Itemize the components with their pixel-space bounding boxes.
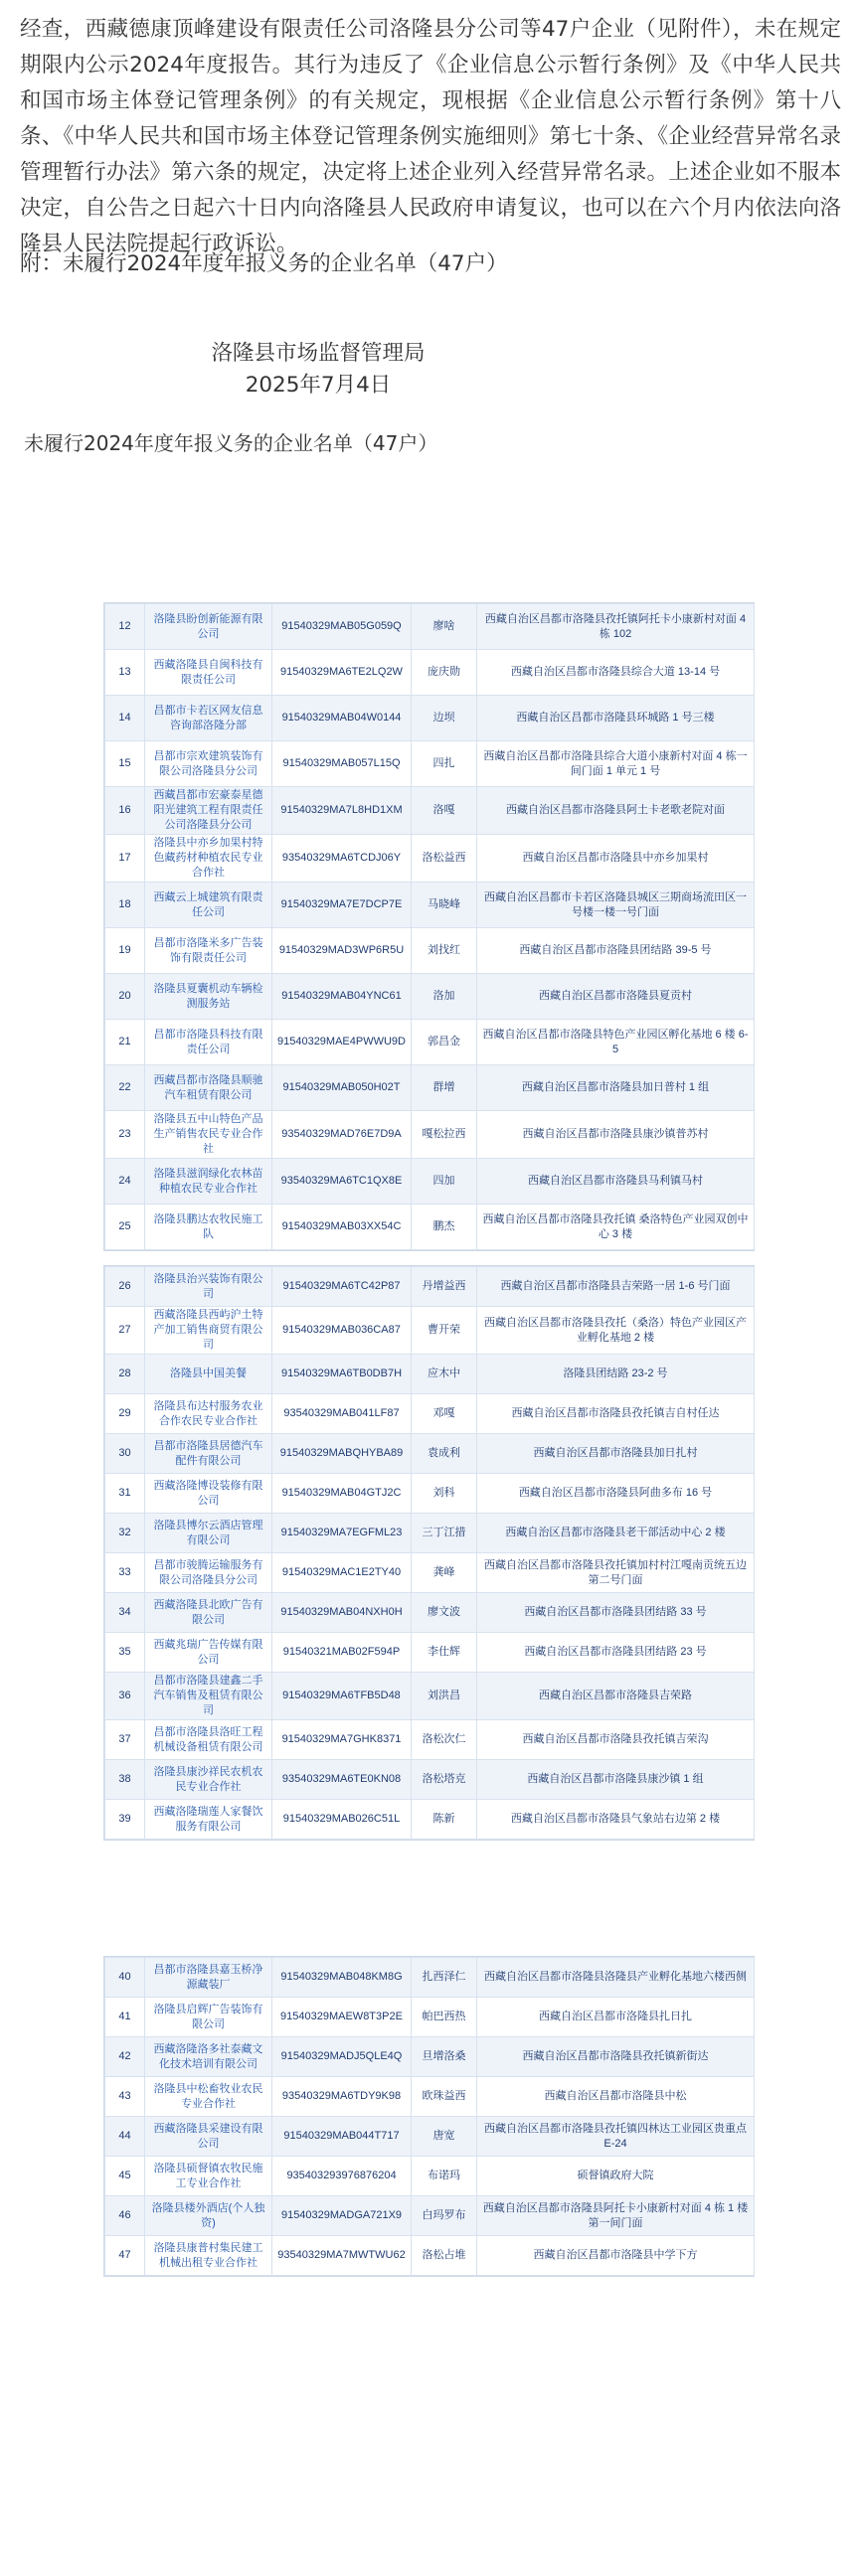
- table-row: [105, 2157, 755, 2196]
- legal-representative: 洛加: [412, 974, 477, 1020]
- credit-code: 91540329MA6TB0DB7H: [272, 1355, 412, 1394]
- company-address: 西藏自治区昌都市洛隆县加日普村 1 组: [477, 1065, 755, 1111]
- credit-code: 91540329MA7L8HD1XM: [272, 787, 412, 835]
- company-address: 西藏自治区昌都市洛隆县阿托卡小康新村对面 4 栋 1 楼第一间门面: [477, 2196, 755, 2236]
- issuer-name: 洛隆县市场监督管理局: [211, 341, 426, 366]
- credit-code: 91540329MA6TFB5D48: [272, 1673, 412, 1720]
- company-address: 西藏自治区昌都市卡若区洛隆县城区三期商场流田区一号楼一楼一号门面: [477, 883, 755, 928]
- row-number: 21: [105, 1020, 145, 1065]
- company-address: 西藏自治区昌都市洛隆县夏贡村: [477, 974, 755, 1020]
- legal-representative: 陈新: [412, 1800, 477, 1840]
- table-row: [105, 1720, 755, 1760]
- company-name: 昌都市洛隆米多广告装饰有限责任公司: [145, 928, 272, 974]
- company-name: 昌都市卡若区网友信息咨询部洛隆分部: [145, 696, 272, 741]
- credit-code: 91540329MAB05G059Q: [272, 604, 412, 650]
- company-address: 西藏自治区昌都市洛隆县孜托镇新街达: [477, 2037, 755, 2077]
- row-number: 18: [105, 883, 145, 928]
- company-name: 西藏洛隆博设装修有限公司: [145, 1474, 272, 1514]
- company-name: 洛隆县硕督镇农牧民施工专业合作社: [145, 2157, 272, 2196]
- company-address: 硕督镇政府大院: [477, 2157, 755, 2196]
- table-row: [105, 604, 755, 650]
- row-number: 40: [105, 1958, 145, 1998]
- credit-code: 93540329MA6TCDJ06Y: [272, 835, 412, 883]
- table-row: [105, 1673, 755, 1720]
- table-row: [105, 2236, 755, 2276]
- issue-date: 2025年7月4日: [245, 373, 392, 398]
- row-number: 27: [105, 1307, 145, 1355]
- legal-representative: 马晓峰: [412, 883, 477, 928]
- table-row: [105, 1514, 755, 1553]
- table-row: [105, 1760, 755, 1800]
- company-table-block: [103, 1956, 755, 2277]
- table-row: [105, 974, 755, 1020]
- table-row: [105, 1800, 755, 1840]
- legal-representative: 刘找红: [412, 928, 477, 974]
- credit-code: 91540329MAB044T717: [272, 2117, 412, 2157]
- credit-code: 91540329MAB03XX54C: [272, 1205, 412, 1250]
- row-number: 31: [105, 1474, 145, 1514]
- company-name: 西藏洛隆县西屿沪土特产加工销售商贸有限公司: [145, 1307, 272, 1355]
- credit-code: 91540329MA6TE2LQ2W: [272, 650, 412, 696]
- row-number: 41: [105, 1998, 145, 2037]
- row-number: 29: [105, 1394, 145, 1434]
- row-number: 28: [105, 1355, 145, 1394]
- credit-code: 93540329MA6TC1QX8E: [272, 1159, 412, 1205]
- row-number: 16: [105, 787, 145, 835]
- company-address: 西藏自治区昌都市洛隆县康沙镇普苏村: [477, 1111, 755, 1159]
- legal-representative: 欧珠益西: [412, 2077, 477, 2117]
- row-number: 44: [105, 2117, 145, 2157]
- row-number: 46: [105, 2196, 145, 2236]
- legal-representative: 洛松塔克: [412, 1760, 477, 1800]
- company-name: 洛隆县鹏达农牧民施工队: [145, 1205, 272, 1250]
- row-number: 19: [105, 928, 145, 974]
- legal-representative: 廖文波: [412, 1593, 477, 1633]
- company-name: 西藏洛隆县北欧广告有限公司: [145, 1593, 272, 1633]
- table-row: [105, 883, 755, 928]
- table-row: [105, 1434, 755, 1474]
- company-address: 西藏自治区昌都市洛隆县环城路 1 号三楼: [477, 696, 755, 741]
- table-row: [105, 1159, 755, 1205]
- company-address: 西藏自治区昌都市洛隆县孜托镇 桑洛特色产业园双创中心 3 楼: [477, 1205, 755, 1250]
- row-number: 24: [105, 1159, 145, 1205]
- company-name: 昌都市洛隆县居德汽车配件有限公司: [145, 1434, 272, 1474]
- row-number: 37: [105, 1720, 145, 1760]
- row-number: 47: [105, 2236, 145, 2276]
- credit-code: 91540329MAB026C51L: [272, 1800, 412, 1840]
- table-row: [105, 1355, 755, 1394]
- company-name: 昌都市洛隆县建鑫二手汽车销售及租赁有限公司: [145, 1673, 272, 1720]
- company-address: 西藏自治区昌都市洛隆县特色产业园区孵化基地 6 楼 6-5: [477, 1020, 755, 1065]
- company-name: 西藏洛隆洛多社泰藏文化技术培训有限公司: [145, 2037, 272, 2077]
- legal-representative: 庞庆勋: [412, 650, 477, 696]
- company-name: 西藏洛隆县采建设有限公司: [145, 2117, 272, 2157]
- row-number: 26: [105, 1267, 145, 1307]
- row-number: 14: [105, 696, 145, 741]
- table-row: [105, 835, 755, 883]
- company-address: 西藏自治区昌都市洛隆县老干部活动中心 2 楼: [477, 1514, 755, 1553]
- table-row: [105, 696, 755, 741]
- company-address: 西藏自治区昌都市洛隆县马利镇马村: [477, 1159, 755, 1205]
- attachment-note: 附：未履行2024年度年报义务的企业名单（47户）: [20, 251, 508, 276]
- list-title: 未履行2024年度年报义务的企业名单（47户）: [24, 431, 438, 455]
- row-number: 38: [105, 1760, 145, 1800]
- company-name: 洛隆县康普村集民建工机械出租专业合作社: [145, 2236, 272, 2276]
- company-address: 西藏自治区昌都市洛隆县团结路 23 号: [477, 1633, 755, 1673]
- company-name: 西藏洛隆县自闽科技有限责任公司: [145, 650, 272, 696]
- legal-representative: 布诺玛: [412, 2157, 477, 2196]
- credit-code: 93540329MAD76E7D9A: [272, 1111, 412, 1159]
- company-address: 西藏自治区昌都市洛隆县团结路 33 号: [477, 1593, 755, 1633]
- credit-code: 91540329MA7E7DCP7E: [272, 883, 412, 928]
- credit-code: 91540329MADGA721X9: [272, 2196, 412, 2236]
- legal-representative: 白玛罗布: [412, 2196, 477, 2236]
- company-name: 洛隆县中国美餐: [145, 1355, 272, 1394]
- table-row: [105, 928, 755, 974]
- legal-representative: 应木中: [412, 1355, 477, 1394]
- table-row: [105, 1111, 755, 1159]
- company-name: 洛隆县布达村服务农业合作农民专业合作社: [145, 1394, 272, 1434]
- row-number: 30: [105, 1434, 145, 1474]
- credit-code: 91540329MAB04GTJ2C: [272, 1474, 412, 1514]
- legal-representative: 旦增洛桑: [412, 2037, 477, 2077]
- company-name: 洛隆县五中山特色产品生产销售农民专业合作社: [145, 1111, 272, 1159]
- table-row: [105, 2117, 755, 2157]
- credit-code: 91540329MAB04NXH0H: [272, 1593, 412, 1633]
- company-address: 西藏自治区昌都市洛隆县吉荣路: [477, 1673, 755, 1720]
- row-number: 12: [105, 604, 145, 650]
- company-name: 洛隆县博尔云酒店管理有限公司: [145, 1514, 272, 1553]
- table-row: [105, 1020, 755, 1065]
- table-row: [105, 1474, 755, 1514]
- company-address: 西藏自治区昌都市洛隆县中学下方: [477, 2236, 755, 2276]
- table-row: [105, 650, 755, 696]
- legal-representative: 边坝: [412, 696, 477, 741]
- company-address: 西藏自治区昌都市洛隆县中亦乡加果村: [477, 835, 755, 883]
- company-name: 洛隆县治兴装饰有限公司: [145, 1267, 272, 1307]
- legal-representative: 郭昌金: [412, 1020, 477, 1065]
- company-name: 洛隆县滋润绿化农林苗种植农民专业合作社: [145, 1159, 272, 1205]
- row-number: 45: [105, 2157, 145, 2196]
- company-address: 西藏自治区昌都市洛隆县孜托镇吉荣沟: [477, 1720, 755, 1760]
- table-row: [105, 787, 755, 835]
- company-address: 西藏自治区昌都市洛隆县孜托镇阿托卡小康新村对面 4 栋 102: [477, 604, 755, 650]
- legal-representative: 洛松次仁: [412, 1720, 477, 1760]
- table-row: [105, 741, 755, 787]
- company-address: 西藏自治区昌都市洛隆县综合大道小康新村对面 4 栋一间门面 1 单元 1 号: [477, 741, 755, 787]
- credit-code: 91540329MAB04W0144: [272, 696, 412, 741]
- company-name: 昌都市洛隆县科技有限责任公司: [145, 1020, 272, 1065]
- legal-representative: 鹏杰: [412, 1205, 477, 1250]
- credit-code: 91540329MADJ5QLE4Q: [272, 2037, 412, 2077]
- table-row: [105, 1267, 755, 1307]
- notice-intro: 经查，西藏德康顶峰建设有限责任公司洛隆县分公司等47户企业（见附件），未在规定期限内公示2024年度报告。其行为违反了《企业信息公示暂行条例》及《中华人民共和国市场主体登记管理条例》的有关规定，现根据《企业信息公示暂行条例》第十八条、《中华人民共和国市场主体登记管理条例实施细则》第七十条、《企业经营异常名录管理暂行办法》第六条的规定，决定将上述企业列入经营异常名录。上述企业如不服本决定，自公告之日起六十日内向洛隆县人民政府申请复议，也可以在六个月内依法向洛隆县人民法院提起行政诉讼。: [20, 17, 841, 256]
- credit-code: 91540329MAB057L15Q: [272, 741, 412, 787]
- company-table-block: [103, 1265, 755, 1841]
- credit-code: 91540329MA7GHK8371: [272, 1720, 412, 1760]
- company-address: 西藏自治区昌都市洛隆县中松: [477, 2077, 755, 2117]
- company-name: 昌都市骏腾运输服务有限公司洛隆县分公司: [145, 1553, 272, 1593]
- legal-representative: 洛松益西: [412, 835, 477, 883]
- credit-code: 93540329MA6TE0KN08: [272, 1760, 412, 1800]
- company-table: [104, 603, 755, 1250]
- row-number: 43: [105, 2077, 145, 2117]
- row-number: 20: [105, 974, 145, 1020]
- company-address: 西藏自治区昌都市洛隆县孜托（桑洛）特色产业园区产业孵化基地 2 楼: [477, 1307, 755, 1355]
- company-table-block: [103, 602, 755, 1251]
- legal-representative: 四加: [412, 1159, 477, 1205]
- table-row: [105, 1205, 755, 1250]
- legal-representative: 袁成利: [412, 1434, 477, 1474]
- company-address: 西藏自治区昌都市洛隆县康沙镇 1 组: [477, 1760, 755, 1800]
- company-address: 西藏自治区昌都市洛隆县气象站右边第 2 楼: [477, 1800, 755, 1840]
- legal-representative: 刘洪昌: [412, 1673, 477, 1720]
- row-number: 25: [105, 1205, 145, 1250]
- credit-code: 93540329397687620​4: [272, 2157, 412, 2196]
- row-number: 35: [105, 1633, 145, 1673]
- company-name: 西藏兆瑞广告传媒有限公司: [145, 1633, 272, 1673]
- company-name: 洛隆县启辉广告装饰有限公司: [145, 1998, 272, 2037]
- row-number: 13: [105, 650, 145, 696]
- company-name: 洛隆县康沙祥民农机农民专业合作社: [145, 1760, 272, 1800]
- company-address: 西藏自治区昌都市洛隆县洛隆县产业孵化基地六楼西侧: [477, 1958, 755, 1998]
- legal-representative: 曹开荣: [412, 1307, 477, 1355]
- company-address: 西藏自治区昌都市洛隆县阿土卡老歌老院对面: [477, 787, 755, 835]
- company-name: 西藏云上城建筑有限责任公司: [145, 883, 272, 928]
- credit-code: 91540329MAEW8T3P2E: [272, 1998, 412, 2037]
- credit-code: 91540329MAC1E2TY40: [272, 1553, 412, 1593]
- company-name: 西藏昌都市洛隆县顺驰汽车租赁有限公司: [145, 1065, 272, 1111]
- row-number: 17: [105, 835, 145, 883]
- row-number: 36: [105, 1673, 145, 1720]
- table-row: [105, 1553, 755, 1593]
- credit-code: 91540329MA7EGFML23: [272, 1514, 412, 1553]
- row-number: 32: [105, 1514, 145, 1553]
- company-address: 西藏自治区昌都市洛隆县综合大道 13-14 号: [477, 650, 755, 696]
- table-row: [105, 1394, 755, 1434]
- legal-representative: 嘎松拉西: [412, 1111, 477, 1159]
- credit-code: 93540329MA6TDY9K98: [272, 2077, 412, 2117]
- legal-representative: 四扎: [412, 741, 477, 787]
- legal-representative: 三丁江措: [412, 1514, 477, 1553]
- credit-code: 91540329MAB050H02T: [272, 1065, 412, 1111]
- credit-code: 91540329MAB036CA87: [272, 1307, 412, 1355]
- table-row: [105, 1065, 755, 1111]
- company-address: 西藏自治区昌都市洛隆县扎日扎: [477, 1998, 755, 2037]
- company-name: 昌都市洛隆县嘉玉桥净源藏装厂: [145, 1958, 272, 1998]
- company-name: 洛隆县夏囊机动车辆检测服务站: [145, 974, 272, 1020]
- legal-representative: 邓嘎: [412, 1394, 477, 1434]
- credit-code: 91540321MAB02F594P: [272, 1633, 412, 1673]
- company-table: [104, 1266, 755, 1840]
- credit-code: 93540329MAB041LF87: [272, 1394, 412, 1434]
- company-table: [104, 1957, 755, 2276]
- table-row: [105, 1633, 755, 1673]
- row-number: 42: [105, 2037, 145, 2077]
- table-row: [105, 1307, 755, 1355]
- legal-representative: 丹增益西: [412, 1267, 477, 1307]
- row-number: 39: [105, 1800, 145, 1840]
- legal-representative: 扎西泽仁: [412, 1958, 477, 1998]
- row-number: 15: [105, 741, 145, 787]
- credit-code: 91540329MAB048KM8G: [272, 1958, 412, 1998]
- legal-representative: 洛松占堆: [412, 2236, 477, 2276]
- company-name: 西藏洛隆瑞莲人家餐饮服务有限公司: [145, 1800, 272, 1840]
- legal-representative: 群增: [412, 1065, 477, 1111]
- company-name: 昌都市洛隆县洛旺工程机械设备租赁有限公司: [145, 1720, 272, 1760]
- row-number: 22: [105, 1065, 145, 1111]
- credit-code: 91540329MABQHYBA89: [272, 1434, 412, 1474]
- company-name: 洛隆县中松畜牧业农民专业合作社: [145, 2077, 272, 2117]
- company-address: 西藏自治区昌都市洛隆县吉荣路一居 1-6 号门面: [477, 1267, 755, 1307]
- company-address: 西藏自治区昌都市洛隆县孜托镇加村村江嘎南贡统五边第二号门面: [477, 1553, 755, 1593]
- legal-representative: 唐宽: [412, 2117, 477, 2157]
- row-number: 23: [105, 1111, 145, 1159]
- table-row: [105, 1958, 755, 1998]
- credit-code: 91540329MAE4PWWU9D: [272, 1020, 412, 1065]
- legal-representative: 洛嘎: [412, 787, 477, 835]
- company-address: 西藏自治区昌都市洛隆县孜托镇吉自村任达: [477, 1394, 755, 1434]
- company-name: 洛隆县盼创新能源有限公司: [145, 604, 272, 650]
- table-row: [105, 2196, 755, 2236]
- table-row: [105, 2037, 755, 2077]
- credit-code: 91540329MA6TC42P87: [272, 1267, 412, 1307]
- credit-code: 91540329MAD3WP6R5U: [272, 928, 412, 974]
- company-name: 西藏昌都市宏豪泰星德阳光建筑工程有限责任公司洛隆县分公司: [145, 787, 272, 835]
- company-address: 西藏自治区昌都市洛隆县阿曲多布 16 号: [477, 1474, 755, 1514]
- credit-code: 91540329MAB04YNC61: [272, 974, 412, 1020]
- row-number: 33: [105, 1553, 145, 1593]
- issuer-block: [159, 338, 477, 402]
- legal-representative: 龚峰: [412, 1553, 477, 1593]
- company-address: 西藏自治区昌都市洛隆县团结路 39-5 号: [477, 928, 755, 974]
- company-name: 洛隆县楼外酒店(个人独资): [145, 2196, 272, 2236]
- credit-code: 93540329MA7MWTWU62: [272, 2236, 412, 2276]
- company-name: 洛隆县中亦乡加果村特色藏药材种植农民专业合作社: [145, 835, 272, 883]
- company-name: 昌都市宗欢建筑装饰有限公司洛隆县分公司: [145, 741, 272, 787]
- table-row: [105, 1593, 755, 1633]
- legal-representative: 廖啥: [412, 604, 477, 650]
- company-address: 西藏自治区昌都市洛隆县孜托镇四林达工业园区贵重点 E-24: [477, 2117, 755, 2157]
- row-number: 34: [105, 1593, 145, 1633]
- table-row: [105, 2077, 755, 2117]
- legal-representative: 帕巴西热: [412, 1998, 477, 2037]
- legal-representative: 李仕辉: [412, 1633, 477, 1673]
- table-row: [105, 1998, 755, 2037]
- company-address: 洛隆县团结路 23-2 号: [477, 1355, 755, 1394]
- company-address: 西藏自治区昌都市洛隆县加日扎村: [477, 1434, 755, 1474]
- legal-representative: 刘科: [412, 1474, 477, 1514]
